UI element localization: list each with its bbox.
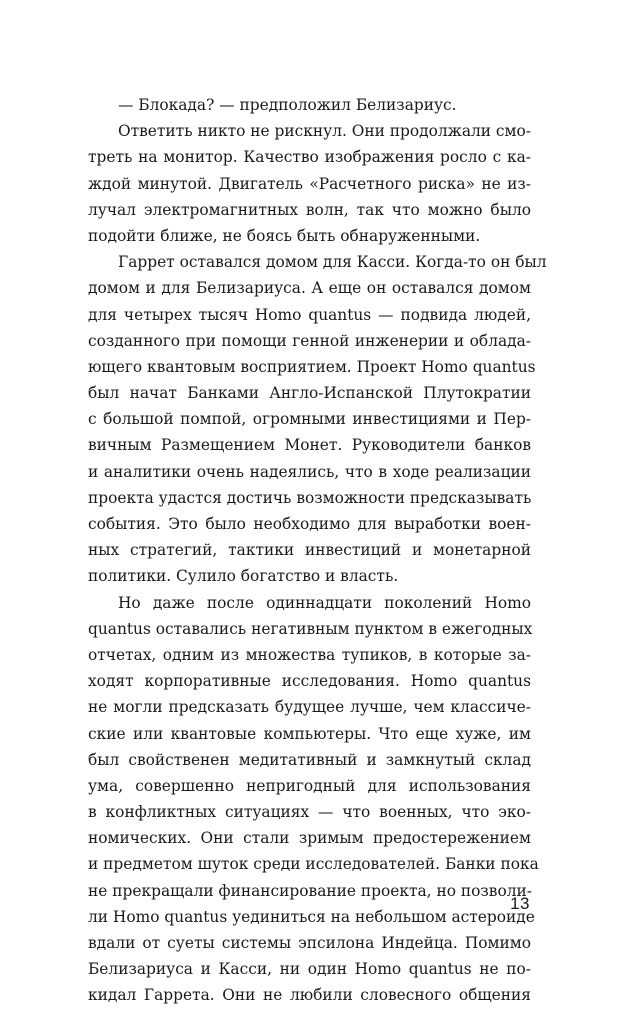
text-line: — Блокада? — предположил Белизариус. [118,96,457,114]
text-line: и предметом шуток среди исследователей. Банки пока [88,855,539,874]
body-text [88,92,547,1009]
text-line: созданного при помощи генной инженерии и облада- [88,331,531,350]
text-line: ходят корпоративные исследования. Homo quantus [88,672,531,691]
text-line: ума, совершенно непригодный для использования [88,776,531,795]
paragraph-2 [88,118,531,249]
text-line: политики. Сулило богатство и власть. [88,567,399,586]
paragraph-1 [88,92,531,118]
text-line: подойти ближе, не боясь быть обнаруженными. [88,226,481,245]
text-line: треть на монитор. Качество изображения росло с ка- [88,148,531,167]
text-line: ных стратегий, тактики инвестиций и монетарной [88,541,531,560]
text-line: Гаррет оставался домом для Касси. Когда-то он был [118,253,547,272]
text-line: ские или квантовые компьютеры. Что еще хуже, им [88,724,531,743]
text-line: Но даже после одиннадцати поколений Homo [118,593,531,612]
text-line: номических. Они стали зримым предостережением [88,829,531,848]
paragraph-4 [88,590,539,1009]
text-line: quantus оставались негативным пунктом в ежегодных [88,619,533,638]
text-line: ждой минутой. Двигатель «Расчетного риска» не из- [88,174,531,193]
text-line: домом и для Белизариуса. А еще он оставался домом [88,279,531,298]
page-number: 13 [510,894,530,913]
text-line: ли Homo quantus уединиться на небольшом астероиде [88,907,535,926]
text-line: в конфликтных ситуациях — что военных, что эко- [88,803,531,822]
text-line: вдали от суеты системы эпсилона Индейца. Помимо [88,934,531,952]
text-line: вичным Размещением Монет. Руководители банков [88,436,531,455]
text-line: ющего квантовым восприятием. Проект Homo quantus [88,357,536,376]
text-line: не могли предсказать будущее лучше, чем классиче- [88,698,531,717]
text-line: с большой помпой, огромными инвестициями и Пер- [88,410,531,429]
text-line: лучал электромагнитных волн, так что можно было [88,200,531,219]
text-line: кидал Гаррета. Они не любили словесного общения [88,986,531,1005]
text-line: и аналитики очень надеялись, что в ходе реализации [88,462,531,481]
text-line: Ответить никто не рискнул. Они продолжали смо- [118,122,531,141]
text-line: Белизариуса и Касси, ни один Homo quantus не по- [88,960,531,979]
text-line: был начат Банками Англо-Испанской Плутократии [88,384,531,403]
paragraph-3 [88,249,547,589]
text-line: был свойственен медитативный и замкнутый склад [88,750,531,769]
text-line: не прекращали финансирование проекта, но позволи- [88,881,532,900]
text-line: проекта удастся достичь возможности предсказывать [88,488,532,507]
text-line: события. Это было необходимо для выработки воен- [88,515,531,533]
text-line: отчетах, одним из множества тупиков, в которые за- [88,645,531,664]
text-line: для четырех тысяч Homo quantus — подвида людей, [88,305,531,324]
